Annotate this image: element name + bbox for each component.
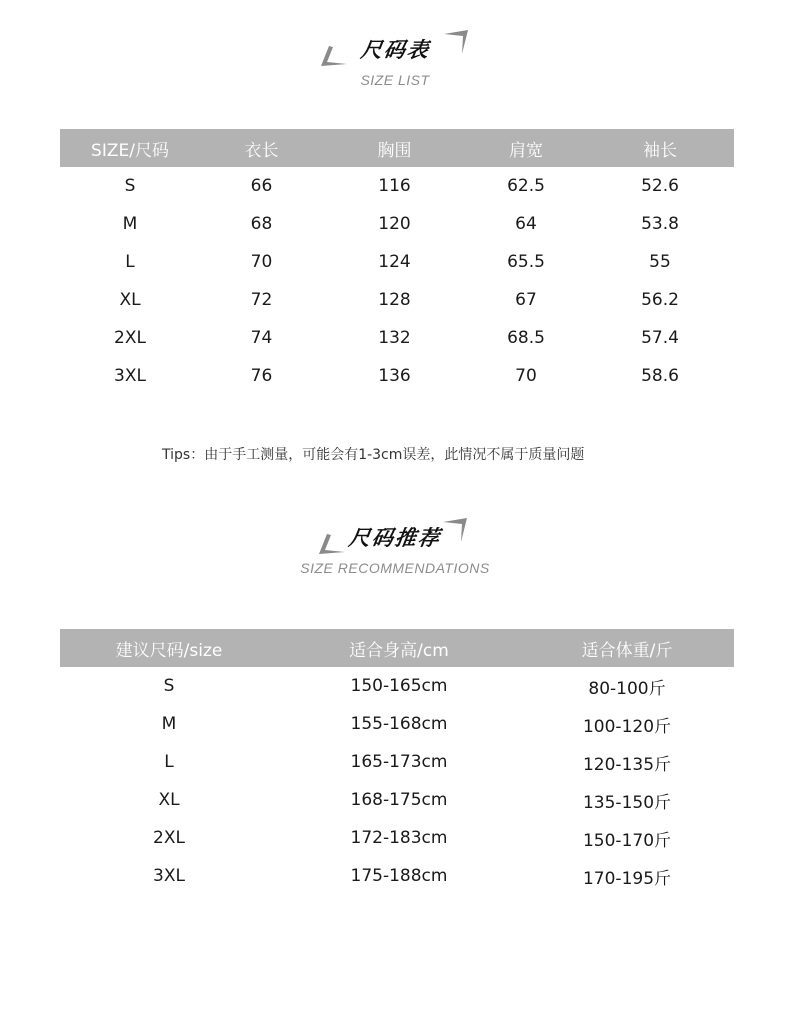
right-swoosh-icon <box>441 516 473 544</box>
cell-shoulder: 70 <box>515 366 537 386</box>
cell-chest: 120 <box>378 214 411 234</box>
cell-sleeve: 52.6 <box>641 176 679 196</box>
cell-size: 2XL <box>153 828 185 848</box>
cell-height: 175-188cm <box>350 866 448 886</box>
table-row <box>60 705 734 743</box>
header-recommended-size: 建议尺码/size <box>60 629 278 667</box>
header-size: SIZE/尺码 <box>60 129 200 167</box>
cell-size: 3XL <box>114 366 146 386</box>
cell-weight: 80-100斤 <box>588 678 666 699</box>
cell-length: 68 <box>250 214 273 234</box>
cell-weight: 135-150斤 <box>582 792 672 813</box>
cell-height: 168-175cm <box>350 790 448 810</box>
table-row <box>60 857 734 895</box>
cell-shoulder: 68.5 <box>507 328 545 348</box>
table-row <box>60 667 734 705</box>
header-weight: 适合体重/斤 <box>520 629 734 667</box>
size-list-title-wrap <box>358 30 432 70</box>
cell-height: 172-183cm <box>350 828 448 848</box>
cell-sleeve: 53.8 <box>641 214 679 234</box>
left-swoosh-icon <box>319 44 349 70</box>
cell-size: S <box>163 676 175 696</box>
cell-sleeve: 55 <box>649 252 671 272</box>
header-length: 衣长 <box>200 129 323 167</box>
cell-length: 76 <box>250 366 273 386</box>
cell-size: S <box>124 176 136 196</box>
table-row <box>60 357 734 395</box>
table-row <box>60 205 734 243</box>
cell-size: M <box>122 214 138 234</box>
cell-sleeve: 58.6 <box>641 366 679 386</box>
cell-shoulder: 62.5 <box>507 176 545 196</box>
cell-shoulder: 67 <box>515 290 537 310</box>
cell-length: 70 <box>250 252 273 272</box>
header-chest: 胸围 <box>323 129 466 167</box>
recommendations-subtitle: SIZE RECOMMENDATIONS <box>300 560 490 576</box>
cell-sleeve: 56.2 <box>641 290 679 310</box>
table-row <box>60 781 734 819</box>
table-row <box>60 243 734 281</box>
cell-chest: 116 <box>378 176 411 196</box>
cell-height: 150-165cm <box>350 676 448 696</box>
recommendations-title: 尺码推荐 <box>347 526 443 550</box>
cell-size: XL <box>158 790 180 810</box>
cell-size: 3XL <box>153 866 185 886</box>
cell-shoulder: 64 <box>515 214 537 234</box>
cell-weight: 120-135斤 <box>582 754 672 775</box>
cell-chest: 128 <box>378 290 411 310</box>
cell-size: L <box>164 752 174 772</box>
table-row <box>60 319 734 357</box>
recommendations-title-wrap <box>349 518 441 558</box>
header-height: 适合身高/cm <box>278 629 520 667</box>
cell-height: 165-173cm <box>350 752 448 772</box>
cell-size: M <box>161 714 177 734</box>
left-swoosh-icon <box>317 532 347 558</box>
header-sleeve: 袖长 <box>586 129 734 167</box>
cell-weight: 170-195斤 <box>582 868 672 889</box>
table-row <box>60 167 734 205</box>
cell-size: 2XL <box>114 328 146 348</box>
size-chart-table <box>60 129 734 395</box>
cell-height: 155-168cm <box>350 714 448 734</box>
size-recommendations-heading <box>0 518 790 576</box>
cell-weight: 150-170斤 <box>582 830 672 851</box>
cell-length: 66 <box>250 176 273 196</box>
table-row <box>60 743 734 781</box>
cell-size: XL <box>119 290 141 310</box>
cell-chest: 124 <box>378 252 411 272</box>
right-swoosh-icon <box>442 28 474 56</box>
header-shoulder: 肩宽 <box>466 129 586 167</box>
cell-sleeve: 57.4 <box>641 328 679 348</box>
table-row <box>60 281 734 319</box>
cell-length: 72 <box>250 290 273 310</box>
size-recommendations-table <box>60 629 734 895</box>
cell-chest: 132 <box>378 328 411 348</box>
cell-weight: 100-120斤 <box>582 716 672 737</box>
recommendations-header-row <box>60 629 734 667</box>
size-chart-header-row <box>60 129 734 167</box>
cell-shoulder: 65.5 <box>507 252 545 272</box>
cell-size: L <box>125 252 135 272</box>
table-row <box>60 819 734 857</box>
cell-chest: 136 <box>378 366 411 386</box>
size-list-heading <box>0 30 790 88</box>
cell-length: 74 <box>250 328 273 348</box>
size-list-subtitle: SIZE LIST <box>360 72 430 88</box>
measurement-tips: Tips：由于手工测量，可能会有1-3cm误差，此情况不属于质量问题 <box>162 447 585 463</box>
size-list-title: 尺码表 <box>358 38 432 62</box>
